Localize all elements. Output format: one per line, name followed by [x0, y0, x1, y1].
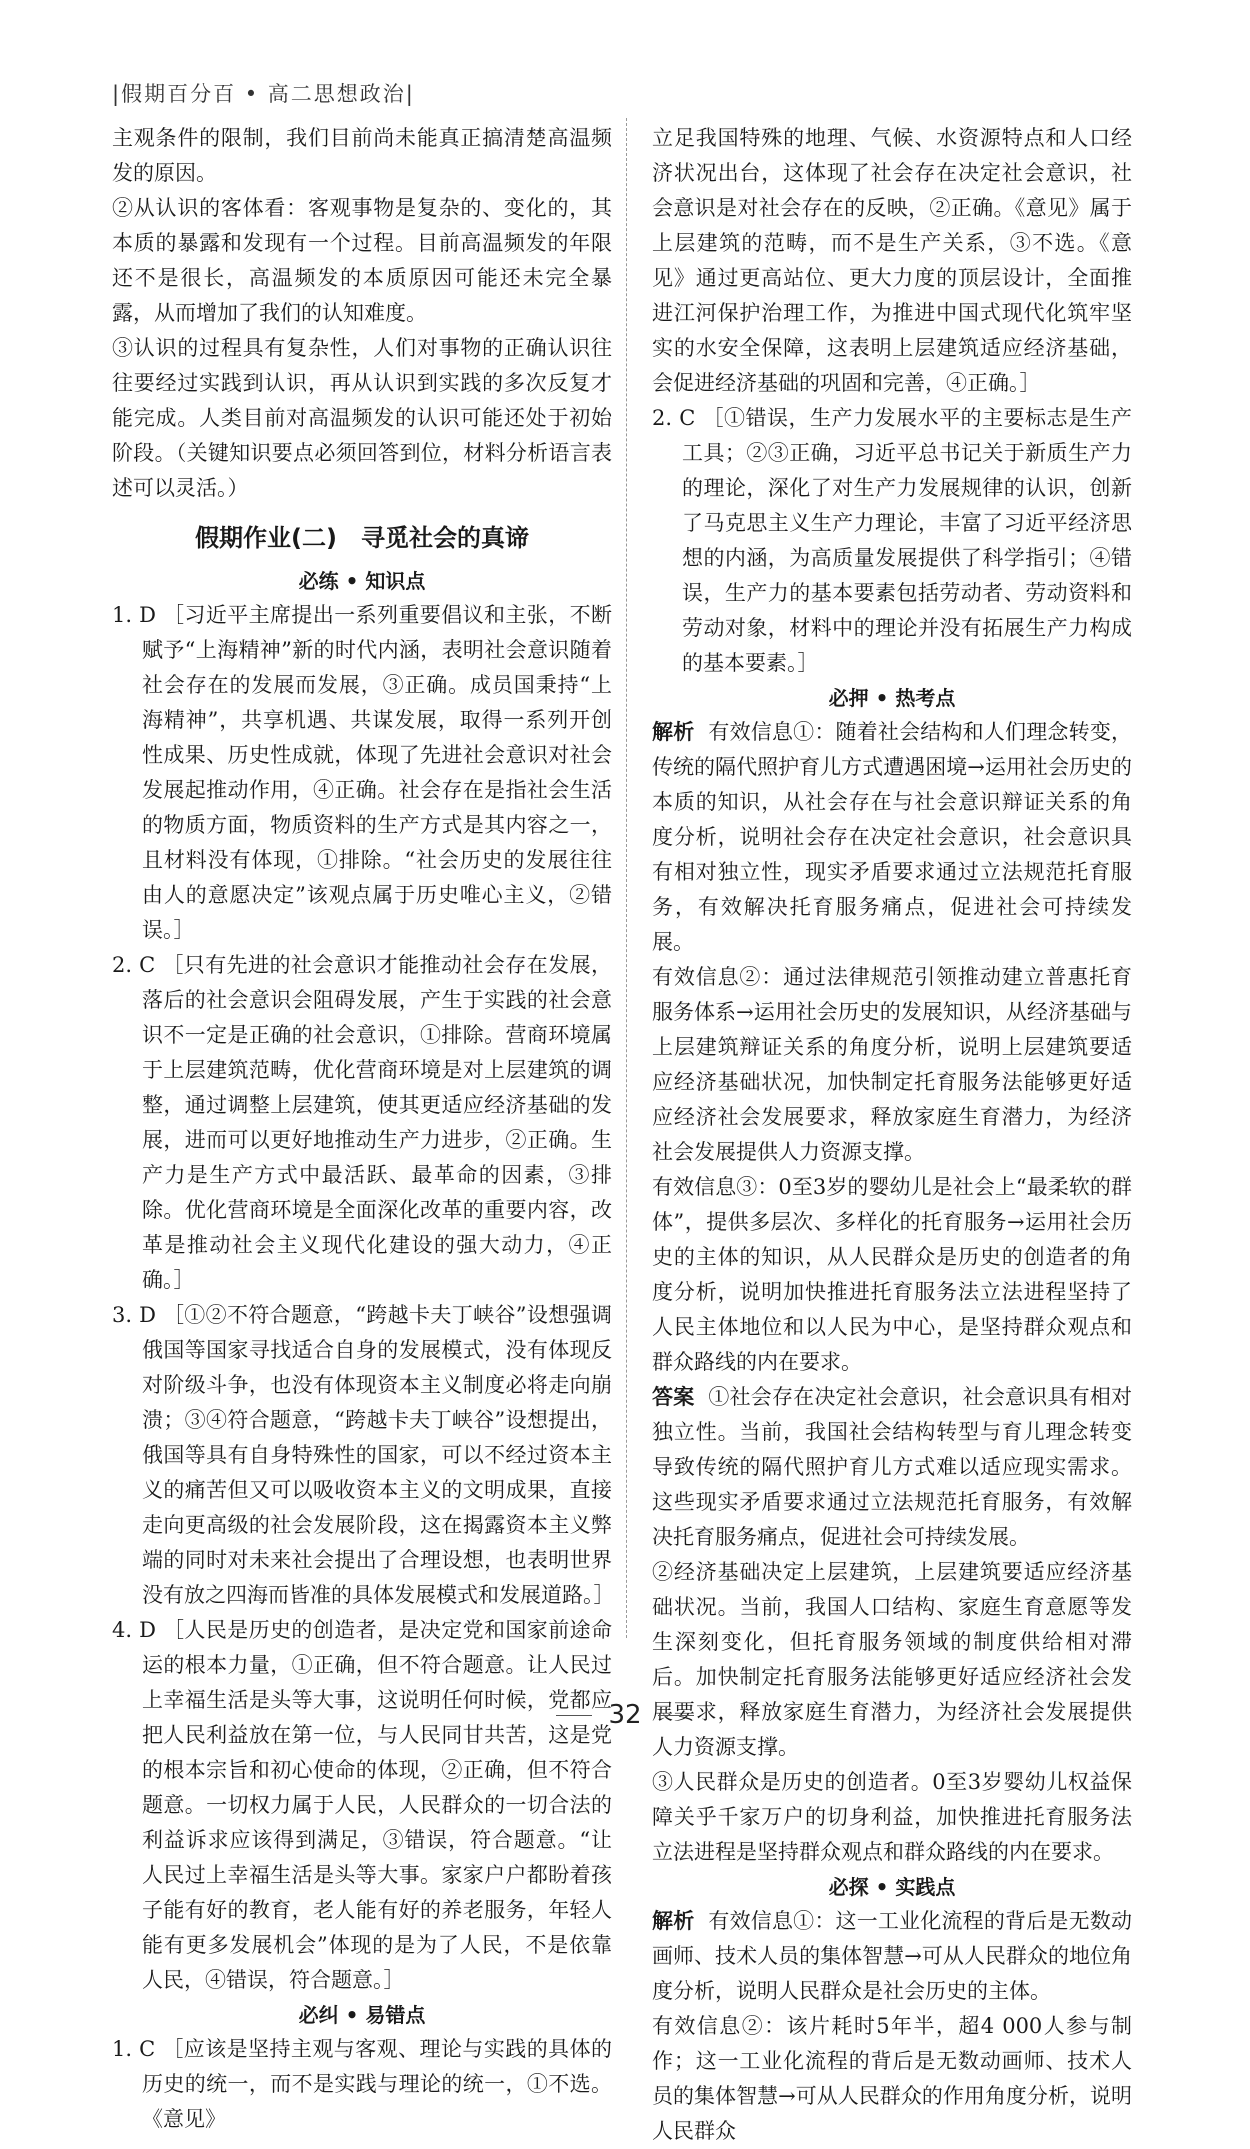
analysis-paragraph [652, 715, 1132, 960]
paragraph: ③认识的过程具有复杂性，人们对事物的正确认识往往要经过实践到认识，再从认识到实践的多次反复才能完成。人类目前对高温频发的认识可能还处于初始阶段。（关键知识要点必须回答到位，材料分析语言表述可以灵活。） [112, 336, 612, 500]
section-title: 假期作业(二) 寻觅社会的真谛 [195, 524, 529, 552]
page-number: 32 [608, 1700, 642, 1730]
analysis-paragraph: 有效信息②：通过法律规范引领推动建立普惠托育服务体系→运用社会历史的发展知识，从经济基础与上层建筑辩证关系的角度分析，说明上层建筑要适应经济基础状况，加快制定托育服务法能够更好适应经济社会发展要求，释放家庭生育潜力，为经济社会发展提供人力资源支撑。 [652, 965, 1132, 1164]
analysis-label: 解析 [652, 720, 695, 744]
paragraph: 立足我国特殊的地理、气候、水资源特点和人口经济状况出台，这体现了社会存在决定社会意识，社会意识是对社会存在的反映，②正确。《意见》属于上层建筑的范畴，而不是生产关系，③不选。《意见》通过更高站位、更大力度的顶层设计，全面推进江河保护治理工作，为推进中国式现代化筑牢坚实的水安全保障，这表明上层建筑适应经济基础，会促进经济基础的巩固和完善，④正确。］ [652, 126, 1132, 395]
page-footer [0, 1700, 1250, 1730]
answer-item: 4. D ［人民是历史的创造者，是决定党和国家前途命运的根本力量，①正确，但不符合题意。让人民过上幸福生活是头等大事，这说明任何时候，党都应把人民利益放在第一位，与人民同甘共苦，这是党的根本宗旨和初心使命的体现，②正确，但不符合题意。一切权力属于人民，人民群众的一切合法的利益诉求应该得到满足，③错误，符合题意。“让人民过上幸福生活是头等大事。家家户户都盼着孩子能有好的教育，老人能有好的养老服务，年轻人能有更多发展机会”体现的是为了人民，不是依靠人民，④错误，符合题意。］ [112, 1618, 612, 1992]
analysis-paragraph: 有效信息②：该片耗时5年半，超4 000人参与制作；这一工业化流程的背后是无数动画师、技术人员的集体智慧→可从人民群众的作用角度分析，说明人民群众 [652, 2014, 1132, 2143]
paragraph: 主观条件的限制，我们目前尚未能真正搞清楚高温频发的原因。 [112, 126, 612, 185]
analysis-label: 解析 [652, 1909, 695, 1933]
subsection-title: 必押 • 热考点 [828, 686, 956, 710]
right-column [652, 121, 1132, 2149]
answer-label: 答案 [652, 1385, 695, 1409]
analysis-text: 有效信息①：这一工业化流程的背后是无数动画师、技术人员的集体智慧→可从人民群众的地位角度分析，说明人民群众是社会历史的主体。 [652, 1909, 1133, 2003]
answer-paragraph [652, 1380, 1132, 1555]
left-column [112, 121, 615, 2137]
paragraph: ②从认识的客体看：客观事物是复杂的、变化的，其本质的暴露和发现有一个过程。目前高温频发的年限还不是很长，高温频发的本质原因可能还未完全暴露，从而增加了我们的认知难度。 [112, 196, 612, 325]
subsection-title: 必纠 • 易错点 [298, 2003, 426, 2027]
answer-item: 3. D ［①②不符合题意，“跨越卡夫丁峡谷”设想强调俄国等国家寻找适合自身的发展模式，没有体现反对阶级斗争，也没有体现资本主义制度必将走向崩溃；③④符合题意，“跨越卡夫丁峡谷”设想提出，俄国等具有自身特殊性的国家，可以不经过资本主义的痛苦但又可以吸收资本主义的文明成果，直接走向更高级的社会发展阶段，这在揭露资本主义弊端的同时对未来社会提出了合理设想，也表明世界没有放之四海而皆准的具体发展模式和发展道路。］ [112, 1303, 615, 1607]
footer-dash [658, 1715, 694, 1716]
answer-item: 1. C ［应该是坚持主观与客观、理论与实践的具体的历史的统一，而不是实践与理论的统一，①不选。《意见》 [112, 2037, 612, 2131]
answer-paragraph: ②经济基础决定上层建筑，上层建筑要适应经济基础状况。当前，我国人口结构、家庭生育意愿等发生深刻变化，但托育服务领域的制度供给相对滞后。加快制定托育服务法能够更好适应经济社会发展要求，释放家庭生育潜力，为经济社会发展提供人力资源支撑。 [652, 1560, 1132, 1759]
footer-dash [556, 1715, 592, 1716]
answer-item: 2. C ［①错误，生产力发展水平的主要标志是生产工具；②③正确，习近平总书记关于新质生产力的理论，深化了对生产力发展规律的认识，创新了马克思主义生产力理论，丰富了习近平经济思想的内涵，为高质量发展提供了科学指引；④错误，生产力的基本要素包括劳动者、劳动资料和劳动对象，材料中的理论并没有拓展生产力构成的基本要素。］ [652, 406, 1132, 675]
running-header: |假期百分百 • 高二思想政治| [112, 82, 415, 106]
subsection-title: 必练 • 知识点 [298, 569, 426, 593]
column-divider [626, 118, 627, 1638]
analysis-paragraph: 有效信息③：0至3岁的婴幼儿是社会上“最柔软的群体”，提供多层次、多样化的托育服务→运用社会历史的主体的知识，从人民群众是历史的创造者的角度分析，说明加快推进托育服务法立法进程坚持了人民主体地位和以人民为中心，是坚持群众观点和群众路线的内在要求。 [652, 1175, 1132, 1374]
answer-paragraph: ③人民群众是历史的创造者。0至3岁婴幼儿权益保障关乎千家万户的切身利益，加快推进托育服务法立法进程是坚持群众观点和群众路线的内在要求。 [652, 1770, 1132, 1864]
answer-text: ①社会存在决定社会意识，社会意识具有相对独立性。当前，我国社会结构转型与育儿理念转变导致传统的隔代照护育儿方式难以适应现实需求。这些现实矛盾要求通过立法规范托育服务，有效解决托育服务痛点，促进社会可持续发展。 [652, 1385, 1133, 1549]
answer-item: 2. C ［只有先进的社会意识才能推动社会存在发展，落后的社会意识会阻碍发展，产生于实践的社会意识不一定是正确的社会意识，①排除。营商环境属于上层建筑范畴，优化营商环境是对上层建筑的调整，通过调整上层建筑，使其更适应经济基础的发展，进而可以更好地推动生产力进步，②正确。生产力是生产方式中最活跃、最革命的因素，③排除。优化营商环境是全面深化改革的重要内容，改革是推动社会主义现代化建设的强大动力，④正确。］ [112, 953, 612, 1292]
analysis-paragraph [652, 1904, 1132, 2009]
analysis-text: 有效信息①：随着社会结构和人们理念转变，传统的隔代照护育儿方式遭遇困境→运用社会历史的本质的知识，从社会存在与社会意识辩证关系的角度分析，说明社会存在决定社会意识，社会意识具有相对独立性，现实矛盾要求通过立法规范托育服务，有效解决托育服务痛点，促进社会可持续发展。 [652, 720, 1133, 954]
subsection-title: 必探 • 实践点 [828, 1875, 956, 1899]
answer-item: 1. D ［习近平主席提出一系列重要倡议和主张，不断赋予“上海精神”新的时代内涵，表明社会意识随着社会存在的发展而发展，③正确。成员国秉持“上海精神”，共享机遇、共谋发展，取得一系列开创性成果、历史性成就，体现了先进社会意识对社会发展起推动作用，④正确。社会存在是指社会生活的物质方面，物质资料的生产方式是其内容之一，且材料没有体现，①排除。“社会历史的发展往往由人的意愿决定”该观点属于历史唯心主义，②错误。］ [112, 603, 612, 942]
